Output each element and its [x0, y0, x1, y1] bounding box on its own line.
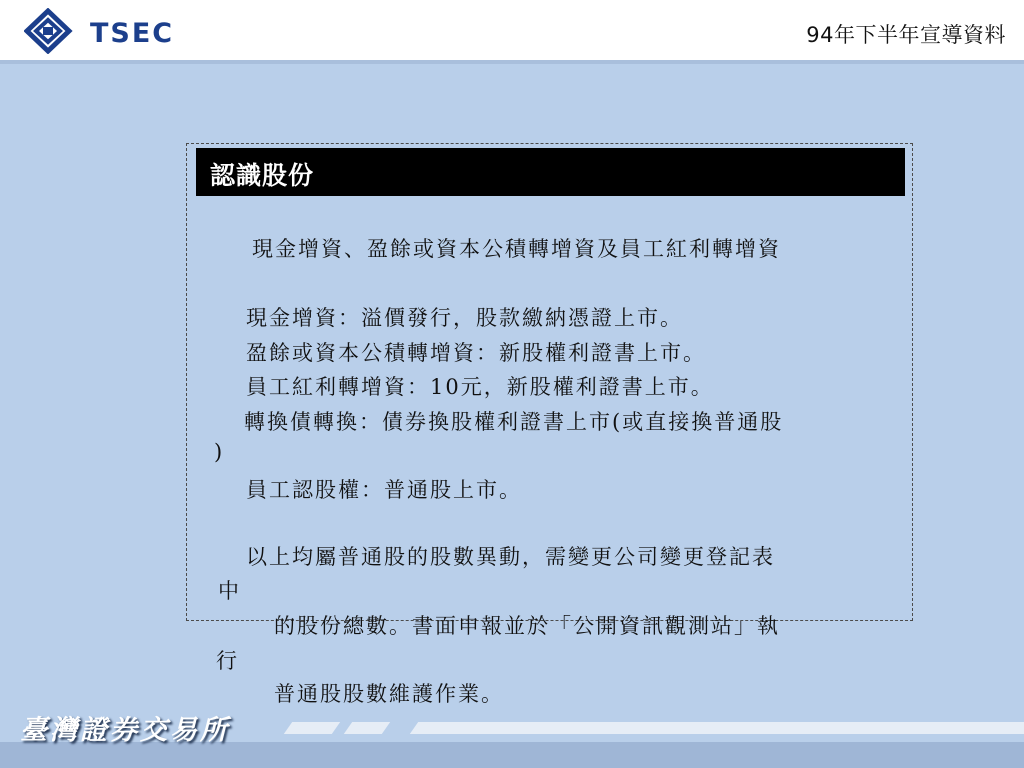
note-line-1: 以上均屬普通股的股數異動，需變更公司變更登記表	[246, 545, 775, 569]
item-convertible-bond-cont: )	[214, 440, 225, 464]
header-title: 94年下半年宣導資料	[806, 23, 1006, 47]
note-line-3: 的股份總數。書面申報並於「公開資訊觀測站」執	[274, 614, 780, 638]
note-line-5: 普通股股數維護作業。	[274, 682, 504, 706]
item-convertible-bond: 轉換債轉換：債券換股權利證書上市(或直接換普通股	[244, 410, 784, 434]
intro-line: 現金增資、盈餘或資本公積轉增資及員工紅利轉增資	[252, 237, 781, 261]
item-employee-stock-option: 員工認股權：普通股上市。	[246, 478, 522, 502]
tsec-logo	[24, 8, 184, 58]
footer-stripe	[284, 722, 340, 734]
note-line-4: 行	[216, 649, 239, 673]
logo-text: TSEC	[90, 18, 175, 49]
footer-stripe	[410, 722, 1024, 734]
section-title-bar	[196, 148, 905, 196]
item-employee-bonus: 員工紅利轉增資：10元，新股權利證書上市。	[246, 375, 714, 399]
item-cash-capital-increase: 現金增資：溢價發行，股款繳納憑證上市。	[246, 306, 683, 330]
header-divider	[0, 60, 1024, 64]
note-line-2: 中	[218, 579, 241, 603]
footer-stripe	[344, 722, 390, 734]
item-retained-earnings: 盈餘或資本公積轉增資：新股權利證書上市。	[246, 341, 706, 365]
section-title: 認識股份	[210, 161, 315, 190]
footer-org-name: 臺灣證券交易所	[20, 715, 230, 746]
